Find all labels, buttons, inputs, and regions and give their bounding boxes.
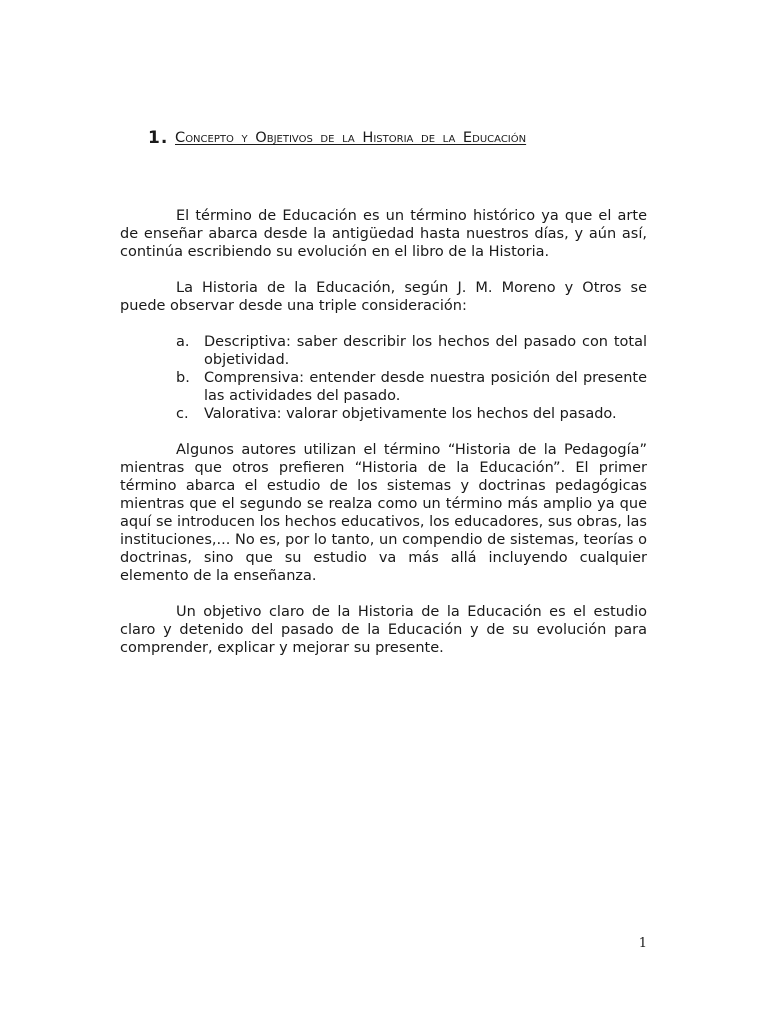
paragraph: Un objetivo claro de la Historia de la Educación es el estudio claro y detenido del pasado de la Educación y de su evolución para comprender, explicar y mejorar su presente. — [120, 604, 647, 656]
list-item — [120, 405, 647, 423]
list-item-text: Valorativa: valorar objetivamente los hechos del pasado. — [204, 406, 617, 422]
list-item — [120, 333, 647, 369]
section-number: 1. — [148, 128, 169, 148]
section-title: Concepto y Objetivos de la Historia de la Educación — [175, 129, 527, 146]
paragraph: La Historia de la Educación, según J. M. Moreno y Otros se puede observar desde una triple consideración: — [120, 280, 647, 314]
consideration-list — [120, 333, 647, 423]
list-item — [120, 369, 647, 405]
paragraph: El término de Educación es un término histórico ya que el arte de enseñar abarca desde la antigüedad hasta nuestros días, y aún así, continúa escribiendo su evolución en el libro de la Historia. — [120, 208, 647, 260]
document-body — [120, 207, 647, 675]
list-item-text: Comprensiva: entender desde nuestra posición del presente las actividades del pasado. — [204, 370, 647, 404]
section-heading — [148, 128, 648, 148]
list-marker: b. — [176, 370, 190, 386]
paragraph: Algunos autores utilizan el término “Historia de la Pedagogía” mientras que otros prefieren “Historia de la Educación”. El primer término abarca el estudio de los sistemas y doctrinas pedagógicas mientras que el segundo se realza como un término más amplio ya que aquí se introducen los hechos educativos, los educadores, sus obras, las instituciones,... No es, por lo tanto, un compendio de sistemas, teorías o doctrinas, sino que su estudio va más allá incluyendo cualquier elemento de la enseñanza. — [120, 442, 647, 584]
list-item-text: Descriptiva: saber describir los hechos del pasado con total objetividad. — [204, 334, 647, 368]
list-marker: a. — [176, 334, 190, 350]
page-number: 1 — [638, 936, 647, 951]
list-marker: c. — [176, 406, 189, 422]
